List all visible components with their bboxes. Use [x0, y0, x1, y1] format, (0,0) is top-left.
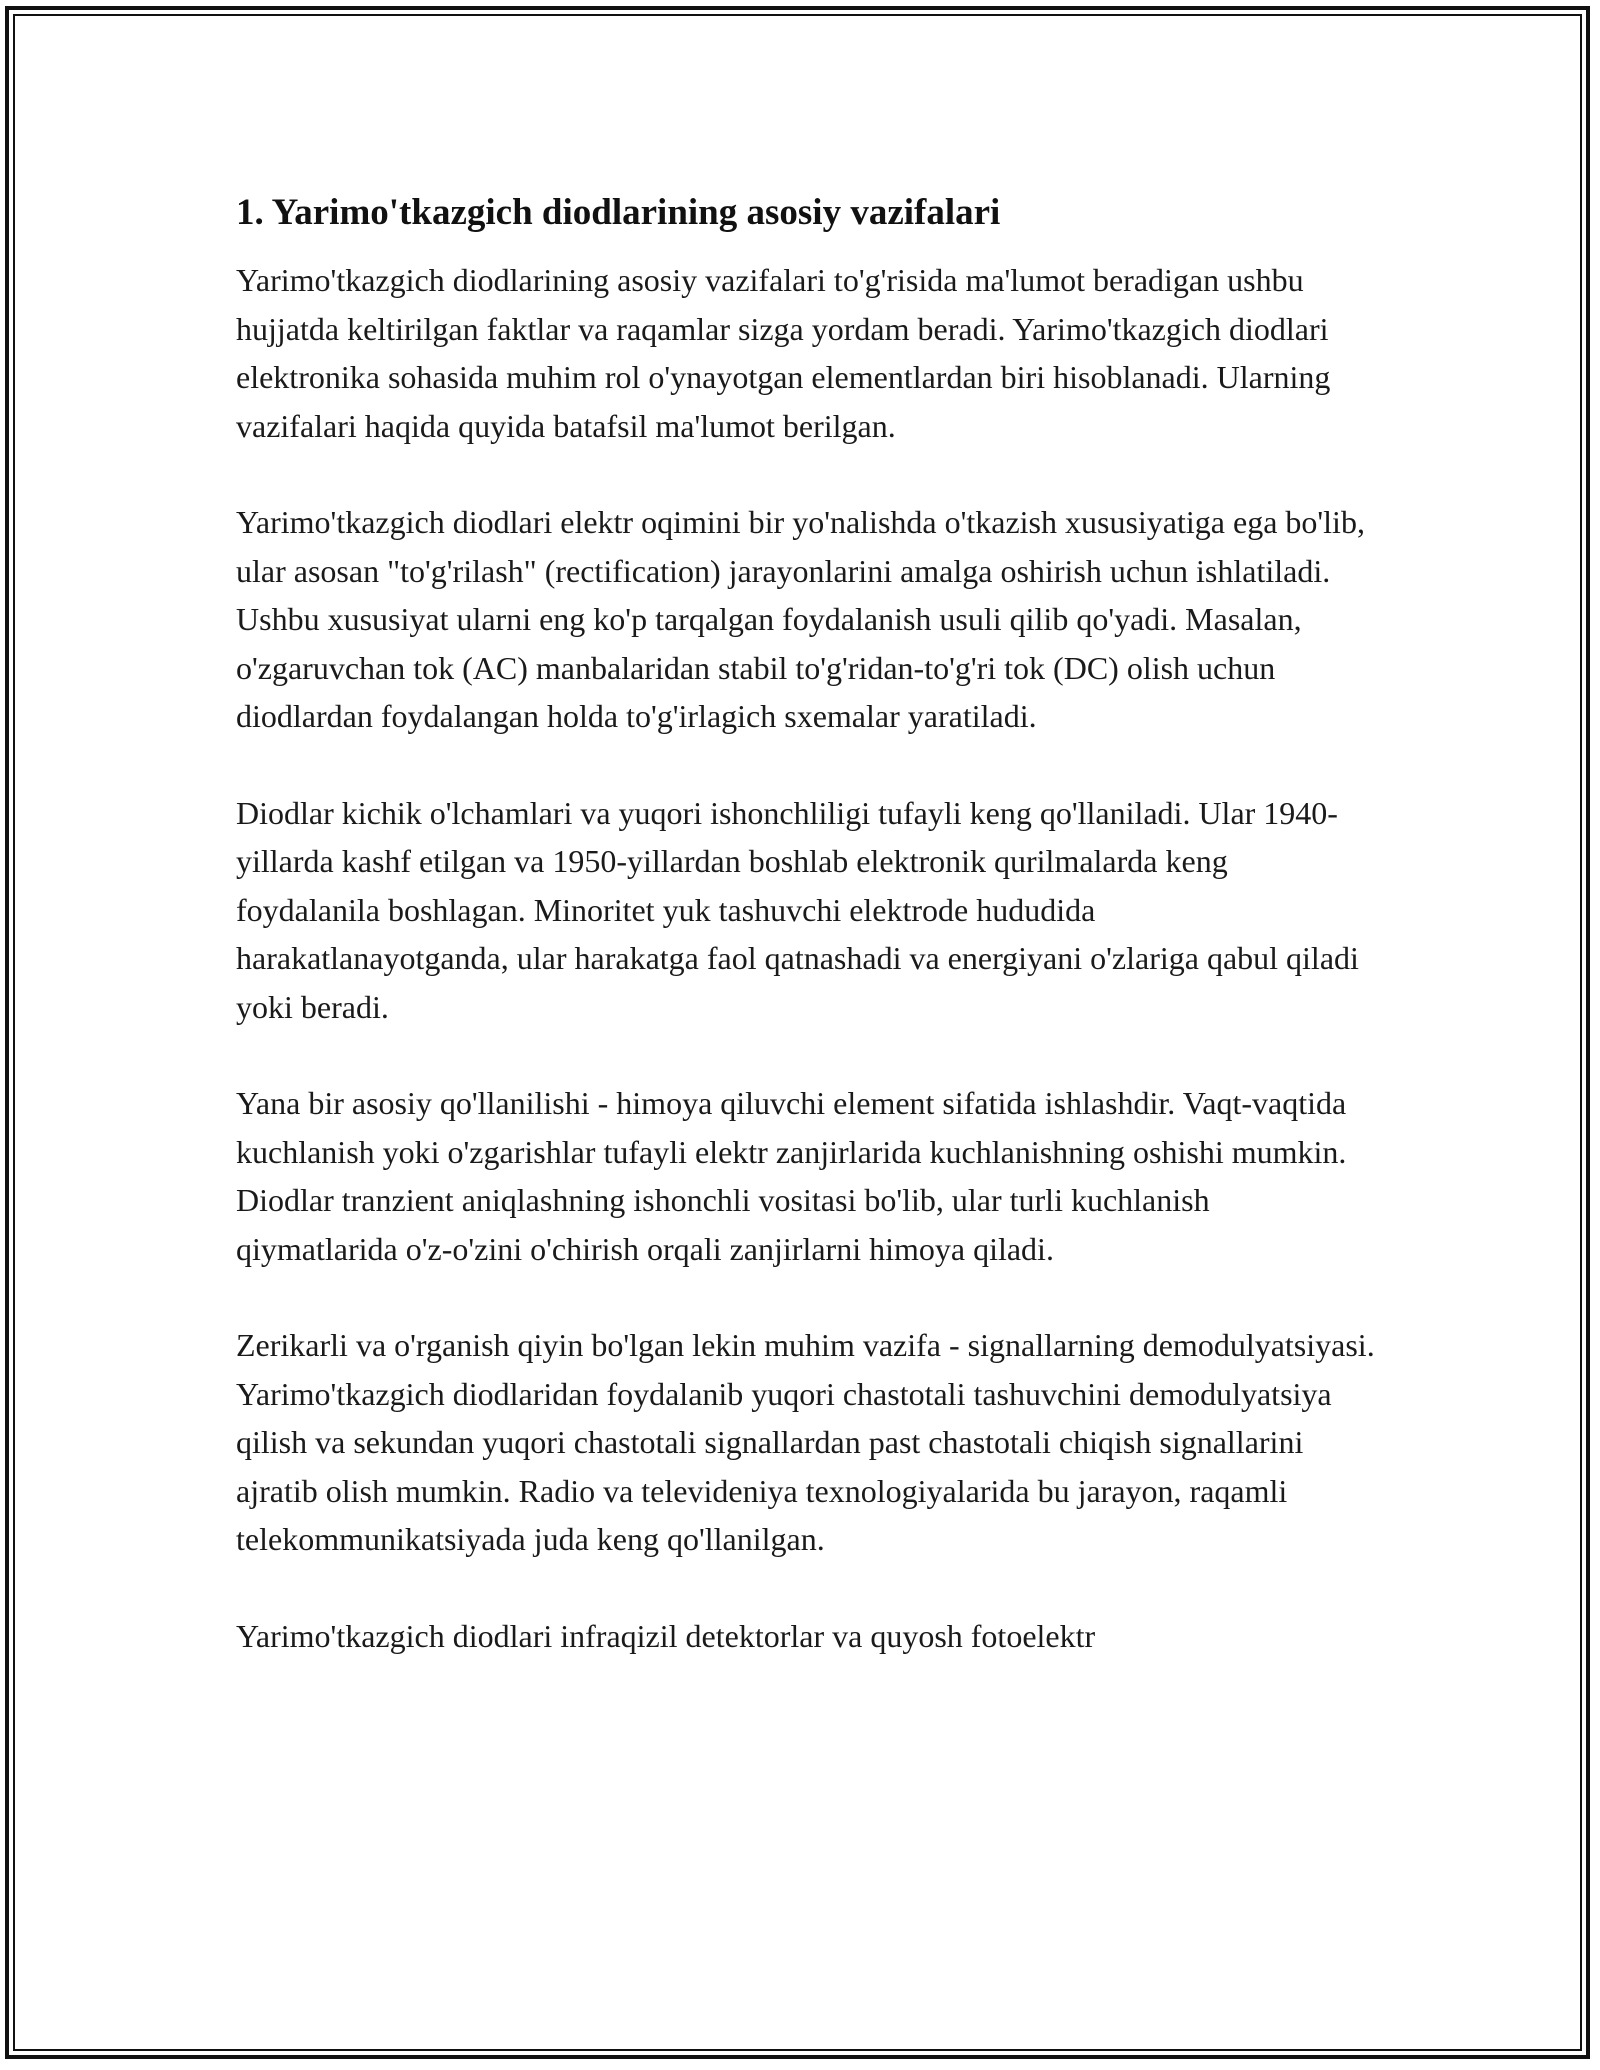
paragraph-detectors: Yarimo'tkazgich diodlari infraqizil detektorlar va quyosh fotoelektr	[236, 1617, 1096, 1654]
paragraph-rectification: Yarimo'tkazgich diodlari elektr oqimini bir yo'nalishda o'tkazish xususiyatiga ega bo'lib, ular asosan "to'g'rilash" (rectification) jarayonlarini amalga oshirish uchun ishlatiladi. Ushbu xususiyat ularni eng ko'p tarqalgan foydalanish usuli qilib qo'yadi. Masalan, o'zgaruvchan tok (AC) manbalaridan stabil to'g'ridan-to'g'ri tok (DC) olish uchun diodlardan foydalangan holda to'g'irlagich sxemalar yaratiladi.	[236, 504, 1365, 734]
paragraph-demodulation: Zerikarli va o'rganish qiyin bo'lgan lekin muhim vazifa - signallarning demodulyatsiyasi. Yarimo'tkazgich diodlaridan foydalanib yuqori chastotali tashuvchini demodulyatsiya qilish va sekundan yuqori chastotali signallardan past chastotali chiqish signallarini ajratib olish mumkin. Radio va televideniya texnologiyalarida bu jarayon, raqamli telekommunikatsiyada juda keng qo'llanilgan.	[236, 1327, 1375, 1557]
document-title: 1. Yarimo'tkazgich diodlarining asosiy vazifalari	[236, 192, 1001, 233]
paragraph-history: Diodlar kichik o'lchamlari va yuqori ishonchliligi tufayli keng qo'llaniladi. Ular 1940-yillarda kashf etilgan va 1950-yillardan boshlab elektronik qurilmalarda keng foydalanila boshlagan. Minoritet yuk tashuvchi elektrode hududida harakatlanayotganda, ular harakatga faol qatnashadi va energiyani o'zlariga qabul qiladi yoki beradi.	[236, 794, 1359, 1025]
document-body	[236, 188, 1376, 1660]
paragraph-protection: Yana bir asosiy qo'llanilishi - himoya qiluvchi element sifatida ishlashdir. Vaqt-vaqtida kuchlanish yoki o'zgarishlar tufayli elektr zanjirlarida kuchlanishning oshishi mumkin. Diodlar tranzient aniqlashning ishonchli vositasi bo'lib, ular turli kuchlanish qiymatlarida o'z-o'zini o'chirish orqali zanjirlarni himoya qiladi.	[236, 1085, 1347, 1267]
paragraph-intro: Yarimo'tkazgich diodlarining asosiy vazifalari to'g'risida ma'lumot beradigan ushbu hujjatda keltirilgan faktlar va raqamlar sizga yordam beradi. Yarimo'tkazgich diodlari elektronika sohasida muhim rol o'ynayotgan elementlardan biri hisoblanadi. Ularning vazifalari haqida quyida batafsil ma'lumot berilgan.	[236, 262, 1331, 444]
